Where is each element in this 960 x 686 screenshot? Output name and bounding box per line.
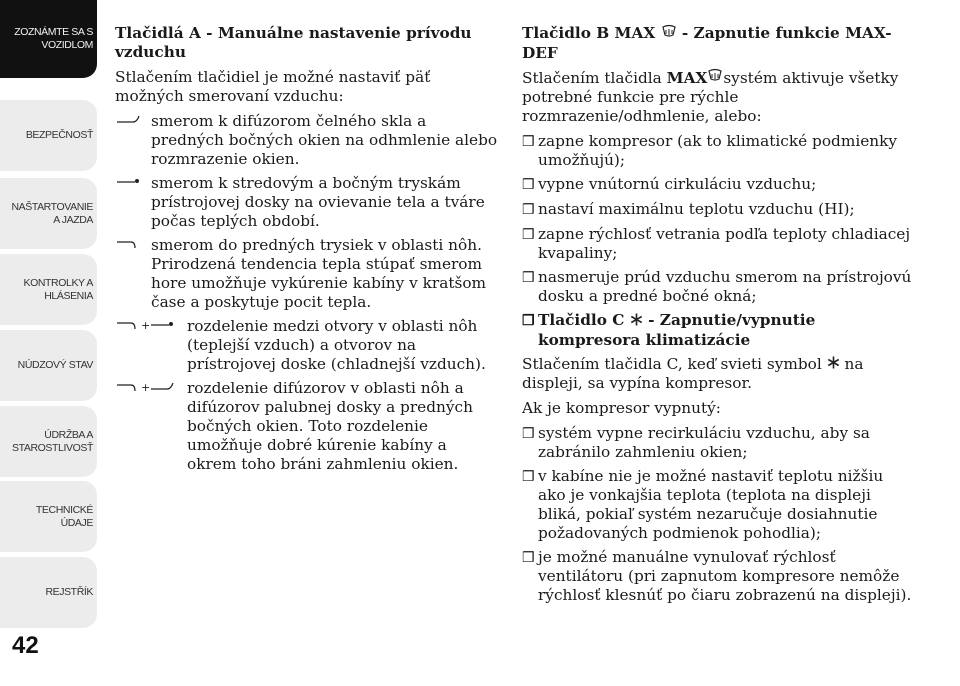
airflow-face-icon — [115, 174, 151, 231]
list-item: smerom k stredovým a bočným tryskám prístrojovej dosky na ovievanie tela a tváre počas teplých období. — [115, 174, 500, 231]
checkbox-bullet-icon: ❒ — [522, 227, 535, 243]
tab-nudzovy-stav[interactable]: NÚDZOVÝ STAV — [0, 330, 97, 401]
list-item: ❒ je možné manuálne vynulovať rýchlosť ventilátoru (pri zapnutom kompresore nemôže rýchlosť klesnúť po čiaru zobrazenú na displeji). — [522, 548, 912, 604]
chapter-sidebar — [0, 0, 100, 686]
tab-rejstrik[interactable]: REJSTŘÍK — [0, 557, 97, 628]
airflow-feet-face-icon — [115, 317, 187, 374]
max-intro-paragraph: Stlačením tlačidla MAX systém aktivuje všetky potrebné funkcie pre rýchle rozmrazenie/odhmlenie, alebo: — [522, 68, 899, 125]
list-item: smerom k difúzorom čelného skla a predných bočných okien na odhmlenie alebo rozmrazenie okien. — [115, 112, 500, 169]
airflow-windshield-icon — [115, 112, 151, 169]
compressor-off-paragraph: Ak je kompresor vypnutý: — [522, 399, 721, 417]
section-heading-c: ❒ Tlačidlo C - Zapnutie/vypnutie kompresora klimatizácie — [522, 311, 816, 349]
snowflake-icon — [827, 355, 840, 374]
tab-bezpecnost[interactable]: BEZPEČNOSŤ — [0, 100, 97, 171]
section-heading-b: Tlačidlo B MAX - Zapnutie funkcie MAX-DEF — [522, 24, 892, 62]
list-item: ❒ zapne kompresor (ak to klimatické podmienky umožňujú); — [522, 132, 898, 169]
checkbox-bullet-icon: ❒ — [522, 426, 535, 442]
checkbox-bullet-icon: ❒ — [522, 177, 535, 193]
tab-udrzba[interactable]: ÚDRŽBA A STAROSTLIVOSŤ — [0, 406, 97, 477]
list-item: smerom do predných trysiek v oblasti nôh. Prirodzená tendencia tepla stúpať smerom hore umožňuje vykúrenie kabíny v kratšom čase a poskytuje pocit tepla. — [115, 236, 500, 312]
checkbox-bullet-icon: ❒ — [522, 202, 535, 218]
list-item: + rozdelenie medzi otvory v oblasti nôh (teplejší vzduch) a otvorov na prístrojovej doske (chladnejší vzduch). — [115, 317, 500, 374]
left-column — [115, 24, 500, 479]
tab-kontrolky[interactable]: KONTROLKY A HLÁSENIA — [0, 254, 97, 325]
list-item: ❒ systém vypne recirkuláciu vzduchu, aby sa zabránilo zahmleniu okien; — [522, 424, 870, 461]
max-defrost-icon — [707, 69, 723, 88]
tab-nastartovanie[interactable]: NAŠTARTOVANIE A JAZDA — [0, 178, 97, 249]
airflow-feet-windshield-icon — [115, 379, 187, 474]
list-item: ❒ nasmeruje prúd vzduchu smerom na prístrojovú dosku a predné bočné okná; — [522, 268, 912, 305]
checkbox-bullet-icon: ❒ — [522, 469, 535, 485]
tab-zoznamte-sa[interactable]: ZOZNÁMTE SA S VOZIDLOM — [0, 0, 97, 78]
max-defrost-icon — [661, 25, 677, 44]
checkbox-bullet-icon: ❒ — [522, 270, 535, 286]
checkbox-bullet-icon: ❒ — [522, 313, 535, 329]
compressor-paragraph: Stlačením tlačidla C, keď svieti symbol na displeji, sa vypína kompresor. — [522, 354, 864, 392]
svg-text:+: + — [141, 319, 151, 332]
intro-paragraph: Stlačením tlačidiel je možné nastaviť päť možných smerovaní vzduchu: — [115, 68, 431, 105]
tab-technicke-udaje[interactable]: TECHNICKÉ ÚDAJE — [0, 481, 97, 552]
section-heading-a: Tlačidlá A - Manuálne nastavenie prívodu vzduchu — [115, 24, 472, 61]
svg-text:+: + — [141, 381, 151, 394]
checkbox-bullet-icon: ❒ — [522, 550, 535, 566]
list-item: ❒ vypne vnútornú cirkuláciu vzduchu; — [522, 175, 817, 193]
list-item: + rozdelenie difúzorov v oblasti nôh a difúzorov palubnej dosky a predných bočných okien. Toto rozdelenie umožňuje dobré kúrenie kabíny a okrem toho bráni zahmleniu okien. — [115, 379, 500, 474]
list-item: ❒ nastaví maximálnu teplotu vzduchu (HI); — [522, 200, 855, 218]
right-column — [522, 24, 912, 610]
snowflake-icon — [630, 312, 643, 331]
page-number: 42 — [12, 632, 39, 659]
list-item: ❒ v kabíne nie je možné nastaviť teplotu nižšiu ako je vonkajšia teplota (teplota na displeji bliká, pokiaľ systém nezaručuje dosiahnutie požadovaných podmienok pohodlia); — [522, 467, 884, 542]
list-item: ❒ zapne rýchlosť vetrania podľa teploty chladiacej kvapaliny; — [522, 225, 911, 262]
airflow-feet-icon — [115, 236, 151, 312]
checkbox-bullet-icon: ❒ — [522, 134, 535, 150]
